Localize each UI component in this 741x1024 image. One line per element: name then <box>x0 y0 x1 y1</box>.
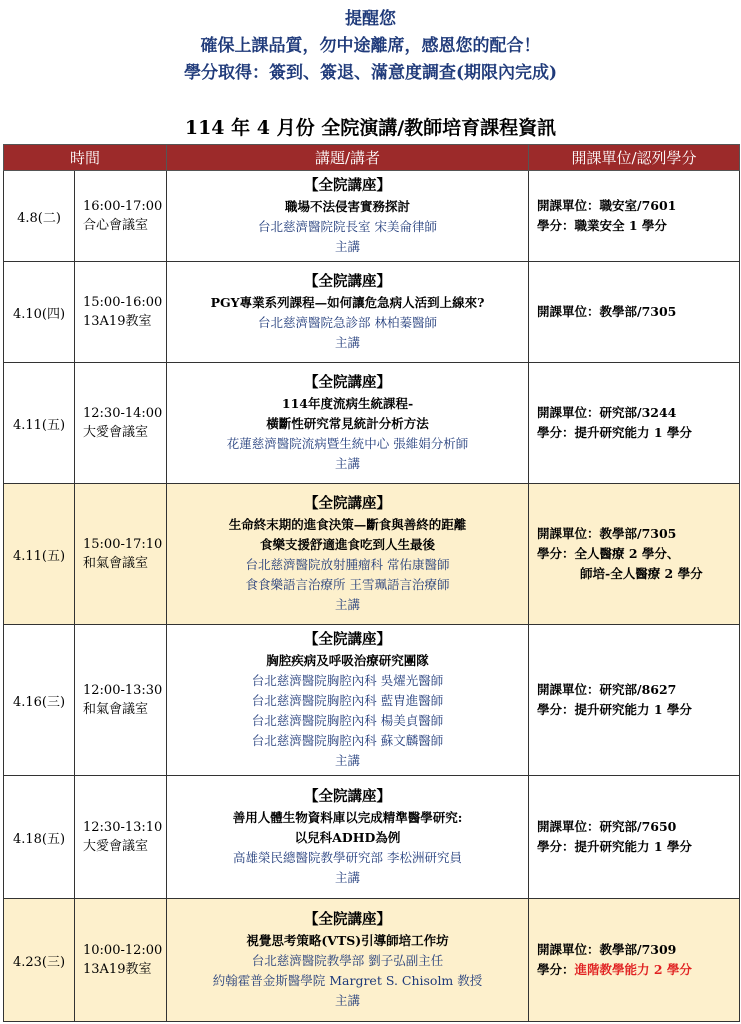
row-unit: 開課單位：研究部/3244 <box>537 405 677 420</box>
row-date: 4.18(五) <box>4 776 75 899</box>
row-time: 12:30-14:00 <box>83 406 163 421</box>
row-speaker: 台北慈濟醫院胸腔內科 楊美貞醫師 <box>251 713 444 728</box>
row-speaker: 台北慈濟醫院急診部 林柏蓁醫師 <box>258 315 437 330</box>
row-category: 【全院講座】 <box>304 177 392 194</box>
table-header-row <box>4 145 740 171</box>
row-speaker: 台北慈濟醫院胸腔內科 藍胄進醫師 <box>251 693 444 708</box>
row-category: 【全院講座】 <box>304 374 392 391</box>
row-topic <box>167 262 529 363</box>
row-speaker: 花蓮慈濟醫院流病暨生統中心 張維娟分析師 <box>226 436 469 451</box>
row-time-room <box>75 262 167 363</box>
row-title: 視覺思考策略(VTS)引導師培工作坊 <box>246 933 449 948</box>
row-title: 善用人體生物資料庫以完成精準醫學研究: <box>232 810 463 825</box>
row-role: 主講 <box>335 456 361 471</box>
row-unit-credit <box>529 776 740 899</box>
row-credit: 學分：提升研究能力 1 學分 <box>537 839 692 854</box>
row-title: 胸腔疾病及呼吸治療研究團隊 <box>266 653 429 668</box>
row-title: 橫斷性研究常見統計分析方法 <box>266 416 429 431</box>
row-topic <box>167 776 529 899</box>
row-unit: 開課單位：教學部/7305 <box>537 304 677 319</box>
page-title: 114 年 4 月份 全院演講/教師培育課程資訊 <box>184 117 557 139</box>
row-topic <box>167 171 529 262</box>
reminder-heading: 提醒您 <box>345 9 396 29</box>
row-unit-credit <box>529 171 740 262</box>
row-topic <box>167 363 529 484</box>
row-room: 合心會議室 <box>83 218 149 233</box>
row-unit-credit <box>529 262 740 363</box>
row-credit-prefix: 學分： <box>537 962 575 977</box>
row-room: 大愛會議室 <box>83 839 149 854</box>
row-category: 【全院講座】 <box>304 631 392 648</box>
row-date: 4.11(五) <box>4 363 75 484</box>
row-role: 主講 <box>335 335 361 350</box>
row-speaker: 台北慈濟醫院教學部 劉子弘副主任 <box>251 953 444 968</box>
row-unit-credit <box>529 363 740 484</box>
row-topic <box>167 899 529 1022</box>
row-credit: 師培-全人醫療 2 學分 <box>580 566 703 581</box>
table-row <box>4 776 740 899</box>
row-role: 主講 <box>335 993 361 1008</box>
table-row <box>4 171 740 262</box>
row-role: 主講 <box>335 239 361 254</box>
reminder-credit-rule: 學分取得：簽到、簽退、滿意度調查(期限內完成) <box>183 63 558 83</box>
row-date: 4.8(二) <box>4 171 75 262</box>
row-category: 【全院講座】 <box>304 788 392 805</box>
row-topic <box>167 484 529 625</box>
row-credit-highlight: 進階教學能力 2 學分 <box>574 962 692 977</box>
row-role: 主講 <box>335 753 361 768</box>
row-time-room <box>75 625 167 776</box>
row-time: 12:30-13:10 <box>83 820 163 835</box>
row-title: PGY專業系列課程—如何讓危急病人活到上線來? <box>210 295 485 310</box>
row-unit-credit <box>529 625 740 776</box>
row-time: 15:00-17:10 <box>83 537 163 552</box>
row-unit: 開課單位：研究部/8627 <box>537 682 677 697</box>
header-time: 時間 <box>4 145 167 171</box>
row-title: 食樂支援舒適進食吃到人生最後 <box>260 537 436 552</box>
schedule-table <box>3 144 740 1022</box>
row-room: 和氣會議室 <box>83 702 149 717</box>
row-category: 【全院講座】 <box>304 911 392 928</box>
row-category: 【全院講座】 <box>304 495 392 512</box>
row-time: 10:00-12:00 <box>83 943 163 958</box>
row-time-room <box>75 899 167 1022</box>
row-time-room <box>75 363 167 484</box>
row-credit: 學分：全人醫療 2 學分、 <box>537 546 680 561</box>
row-role: 主講 <box>335 870 361 885</box>
row-unit-credit <box>529 899 740 1022</box>
row-credit: 學分：職業安全 1 學分 <box>537 218 667 233</box>
row-topic <box>167 625 529 776</box>
row-time-room <box>75 484 167 625</box>
row-title: 114年度流病生統課程- <box>281 396 414 411</box>
row-title: 生命終末期的進食決策—斷食與善終的距離 <box>228 517 467 532</box>
row-speaker: 高雄榮民總醫院教學研究部 李松洲研究員 <box>233 850 462 865</box>
row-date: 4.16(三) <box>4 625 75 776</box>
table-row <box>4 899 740 1022</box>
row-speaker: 台北慈濟醫院胸腔內科 蘇文麟醫師 <box>251 733 444 748</box>
row-speaker: 台北慈濟醫院放射腫瘤科 常佑康醫師 <box>245 557 450 572</box>
row-room: 13A19教室 <box>83 314 152 329</box>
row-unit: 開課單位：職安室/7601 <box>537 198 677 213</box>
row-date: 4.10(四) <box>4 262 75 363</box>
header-topic: 講題/講者 <box>167 145 529 171</box>
row-speaker: 台北慈濟醫院院長室 宋美侖律師 <box>258 219 437 234</box>
row-time: 12:00-13:30 <box>83 683 163 698</box>
row-time: 15:00-16:00 <box>83 295 163 310</box>
table-row <box>4 363 740 484</box>
row-credit <box>537 960 739 980</box>
row-title: 職場不法侵害實務探討 <box>285 199 411 214</box>
row-credit: 學分：提升研究能力 1 學分 <box>537 702 692 717</box>
row-title: 以兒科ADHD為例 <box>294 830 401 845</box>
reminder-notice: 確保上課品質，勿中途離席，感恩您的配合！ <box>200 36 541 56</box>
row-speaker: 台北慈濟醫院胸腔內科 吳燿光醫師 <box>251 673 444 688</box>
row-time-room <box>75 776 167 899</box>
row-time-room <box>75 171 167 262</box>
row-room: 和氣會議室 <box>83 556 149 571</box>
row-unit-credit <box>529 484 740 625</box>
table-row <box>4 262 740 363</box>
row-time: 16:00-17:00 <box>83 199 163 214</box>
header-unit: 開課單位/認列學分 <box>529 145 740 171</box>
table-row <box>4 484 740 625</box>
row-room: 大愛會議室 <box>83 425 149 440</box>
row-date: 4.11(五) <box>4 484 75 625</box>
row-date: 4.23(三) <box>4 899 75 1022</box>
row-room: 13A19教室 <box>83 962 152 977</box>
row-unit: 開課單位：研究部/7650 <box>537 819 677 834</box>
row-speaker: 約翰霍普金斯醫學院 Margret S. Chisolm 教授 <box>212 973 483 988</box>
row-role: 主講 <box>335 597 361 612</box>
row-unit: 開課單位：教學部/7305 <box>537 526 677 541</box>
table-row <box>4 625 740 776</box>
row-speaker: 食食樂語言治療所 王雪珮語言治療師 <box>245 577 450 592</box>
row-credit: 學分：提升研究能力 1 學分 <box>537 425 692 440</box>
row-unit: 開課單位：教學部/7309 <box>537 942 677 957</box>
row-category: 【全院講座】 <box>304 273 392 290</box>
